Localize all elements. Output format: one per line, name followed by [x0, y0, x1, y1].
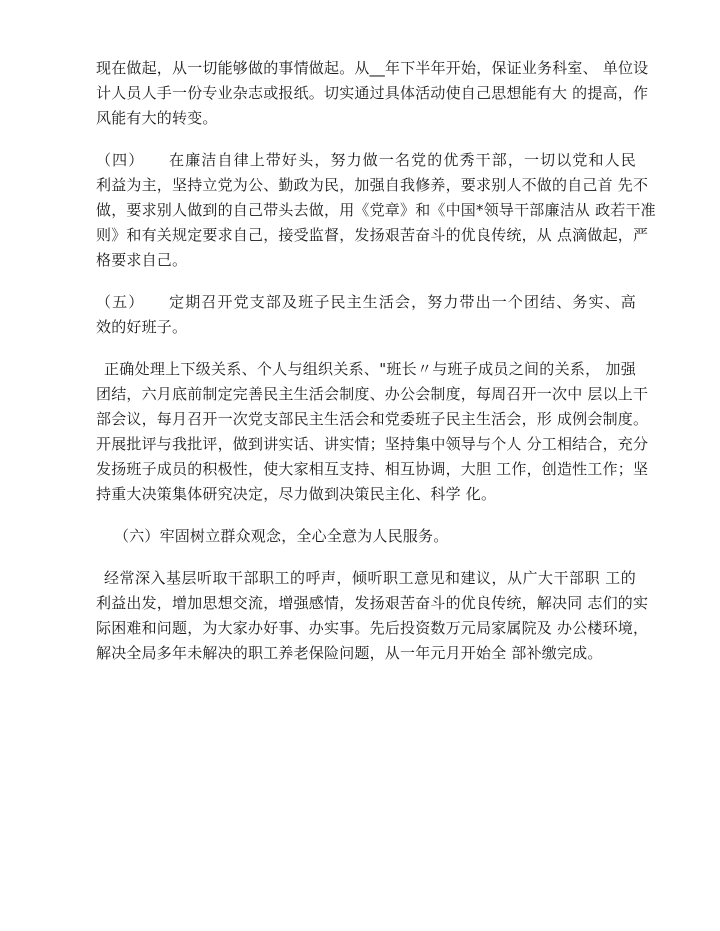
text-line: 正确处理上下级关系、个人与组织关系、"班长〃与班子成员之间的关系， 加强 — [104, 360, 636, 378]
text-line: 利益为主，坚持立党为公、勤政为民，加强自我修养，要求别人不做的自己首 先不 — [96, 176, 649, 194]
text-line: （五） 定期召开党支部及班子民主生活会，努力带出一个团结、务实、高 — [96, 293, 636, 311]
text-line: 解决全局多年未解决的职工养老保险问题，从一年元月开始全 部补缴完成。 — [96, 644, 603, 662]
text-line: 现在做起，从一切能够做的事情做起。从__年下半年开始，保证业务科室、 单位设 — [96, 59, 649, 77]
text-line: 团结，六月底前制定完善民主生活会制度、办公会制度，每周召开一次中 层以上干 — [96, 385, 649, 403]
paragraph-four-integrity — [84, 148, 656, 273]
text-line: 经常深入基层听取干部职工的呼声，倾听职工意见和建议，从广大干部职 工的 — [104, 569, 636, 587]
paragraph-study — [96, 56, 649, 131]
text-line: 开展批评与我批评，做到讲实话、讲实情；坚持集中领导与个人 分工相结合，充分 — [96, 435, 649, 453]
text-line: 格要求自己。 — [96, 251, 188, 269]
document-page — [96, 56, 656, 683]
text-line: 计人员人手一份专业杂志或报纸。切实通过具体活动使自己思想能有大 的提高，作 — [96, 84, 649, 102]
text-line: 部会议，每月召开一次党支部民主生活会和党委班子民主生活会，形 成例会制度。 — [96, 410, 649, 428]
text-line: （六）牢固树立群众观念，全心全意为人民服务。 — [114, 527, 449, 545]
paragraph-five-meetings — [96, 290, 636, 340]
text-line: （四） 在廉洁自律上带好头，努力做一名党的优秀干部，一切以党和人民 — [96, 151, 636, 169]
paragraph-relations — [96, 357, 649, 507]
text-line: 做，要求别人做到的自己带头去做，用《党章》和《中国*领导干部廉洁从 政若干准 — [96, 201, 656, 219]
text-line: 发扬班子成员的积极性，使大家相互支持、相互协调，大胆 工作，创造性工作；坚 — [96, 460, 649, 478]
paragraph-six-heading — [96, 524, 636, 549]
text-line: 效的好班子。 — [96, 318, 188, 336]
text-line: 持重大决策集体研究决定，尽力做到决策民主化、科学 化。 — [96, 485, 497, 503]
text-line: 风能有大的转变。 — [96, 109, 218, 127]
text-line: 则》和有关规定要求自己，接受监督，发扬艰苦奋斗的优良传统，从 点滴做起，严 — [96, 226, 649, 244]
text-line: 利益出发，增加思想交流，增强感情，发扬艰苦奋斗的优良传统，解决同 志们的实 — [96, 594, 649, 612]
paragraph-grassroots — [96, 566, 649, 666]
text-line: 际困难和问题，为大家办好事、办实事。先后投资数万元局家属院及 办公楼环境， — [96, 619, 649, 637]
